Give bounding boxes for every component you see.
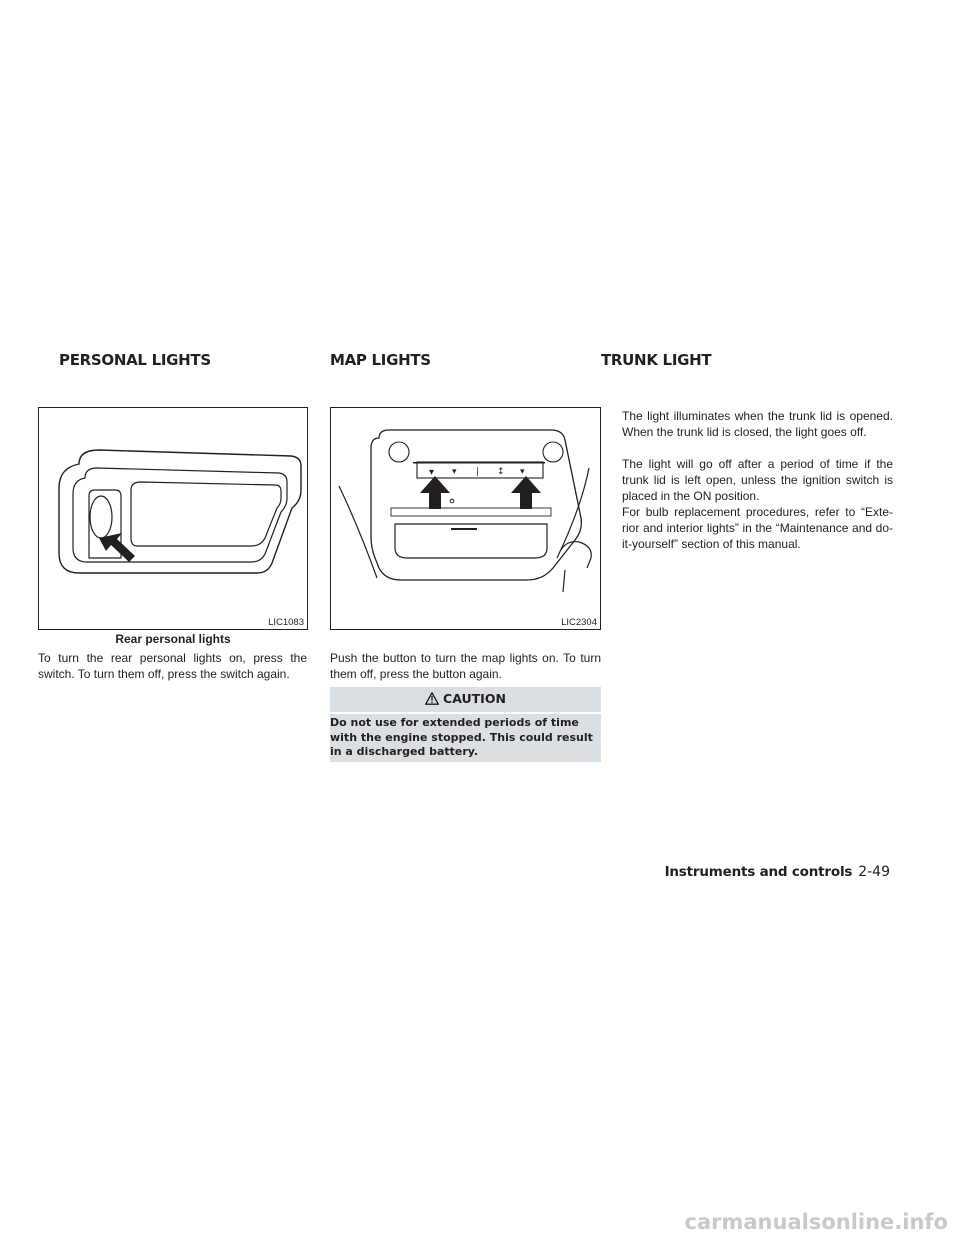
watermark: carmanualsonline.info bbox=[684, 1210, 948, 1234]
page-number: 2-49 bbox=[858, 864, 890, 880]
caution-title: CAUTION bbox=[443, 690, 506, 706]
figure-map-lights bbox=[330, 407, 601, 630]
figure-caption: Rear personal lights bbox=[115, 632, 231, 646]
map-light-illustration bbox=[331, 408, 600, 629]
figure-code: LIC1083 bbox=[268, 617, 304, 628]
personal-lights-text: To turn the rear personal lights on, press the switch. To turn them off, press the switch again. bbox=[38, 651, 307, 681]
footer-section-title: Instruments and controls bbox=[664, 864, 853, 880]
heading-map-lights: MAP LIGHTS bbox=[330, 351, 431, 369]
figure-rear-personal-lights bbox=[38, 407, 308, 630]
warning-icon bbox=[425, 692, 439, 705]
map-lights-text: Push the button to turn the map lights on. To turn them off, press the button again. bbox=[330, 651, 601, 681]
trunk-light-paragraph-2: The light will go off after a period of time if the trunk lid is left open, unless the ignition switch is placed in the ON position. bbox=[622, 457, 893, 503]
caution-box bbox=[330, 687, 601, 762]
caution-text bbox=[330, 712, 601, 760]
svg-text:▾: ▾ bbox=[452, 467, 457, 477]
figure-code: LIC2304 bbox=[561, 617, 597, 628]
rear-personal-light-illustration bbox=[39, 408, 307, 629]
svg-text:▾: ▾ bbox=[429, 467, 435, 478]
caution-line: with the engine stopped. This could result bbox=[330, 730, 593, 744]
caution-header bbox=[330, 687, 601, 709]
trunk-light-paragraph-1: The light illuminates when the trunk lid is opened. When the trunk lid is closed, the light goes off. bbox=[622, 409, 893, 439]
heading-trunk-light: TRUNK LIGHT bbox=[601, 351, 712, 369]
svg-text:↕: ↕ bbox=[497, 467, 505, 477]
trunk-light-paragraph-3: For bulb replacement procedures, refer to “Exte-rior and interior lights” in the “Maintenance and do-it-yourself” section of this manual. bbox=[622, 505, 893, 551]
page-footer bbox=[665, 864, 890, 880]
caution-line: Do not use for extended periods of time bbox=[330, 716, 579, 729]
svg-text:|: | bbox=[476, 467, 480, 477]
svg-text:▾: ▾ bbox=[520, 467, 525, 477]
caution-line: in a discharged battery. bbox=[330, 745, 479, 758]
heading-personal-lights: PERSONAL LIGHTS bbox=[59, 351, 211, 369]
